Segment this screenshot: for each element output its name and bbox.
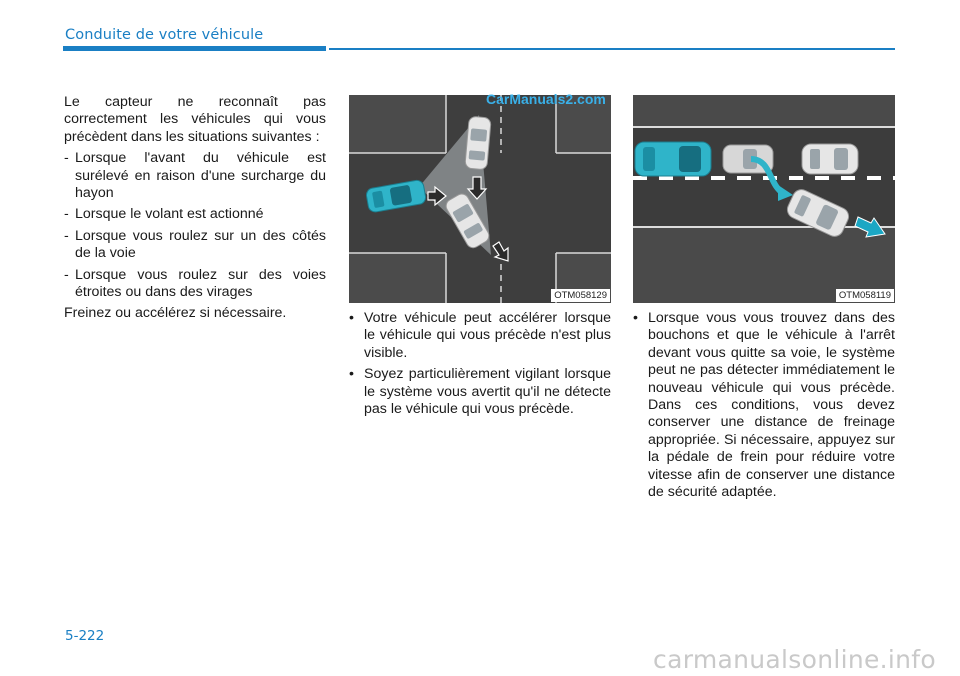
figure-code: OTM058119 — [836, 289, 894, 302]
list-item: - Lorsque le volant est actionné — [64, 206, 264, 223]
lane-change-illustration — [633, 95, 895, 303]
list-item: - Lorsque vous roulez sur un des côtés de la voie — [64, 227, 326, 262]
list-item: • Lorsque vous vous trouvez dans des bouchons et que le véhicule à l'arrêt devant vous quitte sa voie, le système peut ne pas détecter immédiatement le nouveau véhicule qui vous précède. Dans ces conditions, vous devez conserver une distance de freinage appropriée. Si nécessaire, appuyez sur la pédale de frein pour réduire votre vitesse afin de conserver une distance de sécurité adaptée. — [633, 310, 895, 501]
list-item: • Soyez particulièrement vigilant lorsque le système vous avertit qu'il ne détecte pas le véhicule qui vous précède. — [349, 366, 611, 418]
column-middle — [349, 310, 611, 422]
closing-paragraph: Freinez ou accélérez si nécessaire. — [64, 305, 287, 322]
intersection-illustration — [349, 95, 611, 303]
list-item: - Lorsque l'avant du véhicule est surélevé en raison d'une surcharge du hayon — [64, 150, 326, 202]
watermark: CarManuals2.com — [486, 91, 606, 107]
header-rule-thick — [63, 46, 326, 51]
figure-lane-change — [633, 95, 895, 303]
footer-watermark: carmanualsonline.info — [653, 645, 936, 674]
column-left — [64, 94, 326, 323]
section-title: Conduite de votre véhicule — [65, 27, 264, 43]
page-number: 5-222 — [65, 628, 105, 644]
figure-intersection — [349, 95, 611, 303]
list-item: - Lorsque vous roulez sur des voies étroites ou dans des virages — [64, 266, 326, 301]
header-rule-thin — [329, 48, 895, 50]
intro-paragraph: Le capteur ne reconnaît pas correctement les véhicules qui vous précèdent dans les situations suivantes : — [64, 94, 326, 145]
list-item: • Votre véhicule peut accélérer lorsque le véhicule qui vous précède n'est plus visible. — [349, 310, 611, 361]
column-right — [633, 310, 895, 505]
figure-code: OTM058129 — [551, 289, 610, 302]
